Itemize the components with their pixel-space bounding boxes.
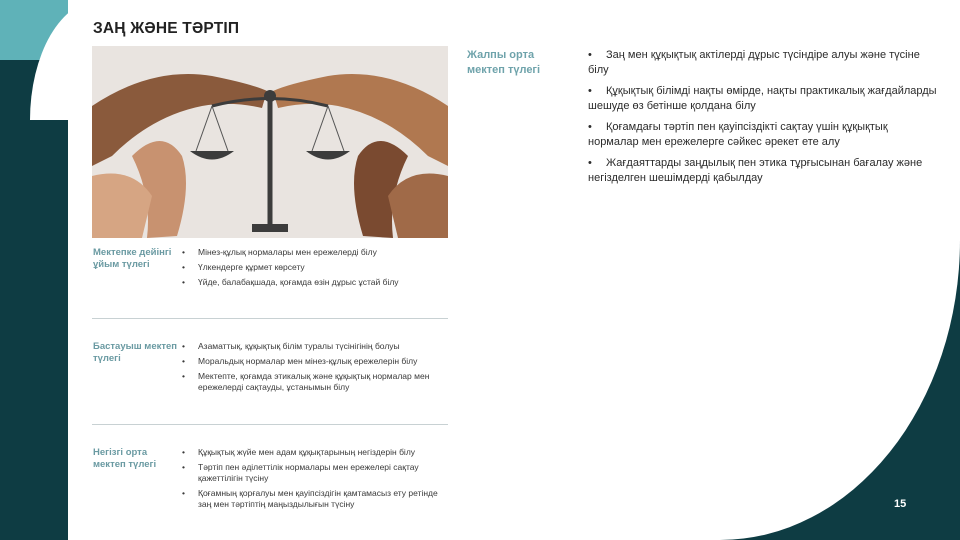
- list-item: • Азаматтық, құқықтық білім туралы түсінігінің болуы: [178, 341, 448, 352]
- row-list-basic-secondary: [178, 447, 448, 514]
- list-item: • Үйде, балабақшада, қоғамда өзін дұрыс ұстай білу: [178, 277, 448, 288]
- row-label-primary: Бастауыш мектеп түлегі: [93, 341, 178, 364]
- list-item-text: Құқықтық білімді нақты өмірде, нақты практикалық жағдайларды шешуде өз бетінше қолдана білу: [588, 85, 937, 112]
- list-item: • Мектепте, қоғамда этикалық және құқықтық нормалар мен ережелерді сақтауды, ұстанымын білу: [178, 371, 448, 393]
- list-item: • Моральдық нормалар мен мінез-құлық ережелерін білу: [178, 356, 448, 367]
- right-list-general-secondary: [588, 48, 938, 192]
- bullet-icon: •: [588, 157, 592, 169]
- right-label-general-secondary: Жалпы орта мектеп түлегі: [467, 49, 541, 76]
- bullet-icon: •: [588, 49, 592, 61]
- list-item: • Мінез-құлық нормалары мен ережелерді білу: [178, 247, 448, 258]
- row-divider: [92, 318, 448, 319]
- list-item: • Қоғамның қорғалуы мен қауіпсіздігін қамтамасыз ету ретінде заң мен тәртіптің маңыздылығын түсіну: [178, 488, 448, 510]
- list-item-text: Жағдаяттарды заңдылық пен этика тұрғысынан бағалау және негізделген шешімдерді қабылдау: [588, 157, 923, 184]
- list-item: [588, 48, 938, 78]
- list-item: • Үлкендерге құрмет көрсету: [178, 262, 448, 273]
- list-item: [588, 120, 938, 150]
- row-label-basic-secondary: Негізгі орта мектеп түлегі: [93, 447, 157, 470]
- page-number: 15: [894, 498, 907, 510]
- list-item: [588, 156, 938, 186]
- list-item: [588, 84, 938, 114]
- list-item: • Тәртіп пен әділеттілік нормалары мен ережелері сақтау қажеттілігін түсіну: [178, 462, 448, 484]
- list-item: • Құқықтық жүйе мен адам құқықтарының негіздерін білу: [178, 447, 448, 458]
- justice-scales-photo: [92, 46, 448, 238]
- row-divider: [92, 424, 448, 425]
- bullet-icon: •: [588, 121, 592, 133]
- slide-title: ЗАҢ ЖӘНЕ ТӘРТІП: [93, 20, 240, 37]
- bullet-icon: •: [588, 85, 592, 97]
- list-item-text: Қоғамдағы тәртіп пен қауіпсіздікті сақтау үшін құқықтық нормалар мен ережелерге сәйкес әрекет ете алу: [588, 121, 888, 148]
- row-label-preschool: Мектепке дейінгі ұйым түлегі: [93, 247, 172, 270]
- row-list-primary: [178, 341, 448, 397]
- row-list-preschool: [178, 247, 448, 292]
- list-item-text: Заң мен құқықтық актілерді дұрыс түсіндіре алуы және түсіне білу: [588, 49, 920, 76]
